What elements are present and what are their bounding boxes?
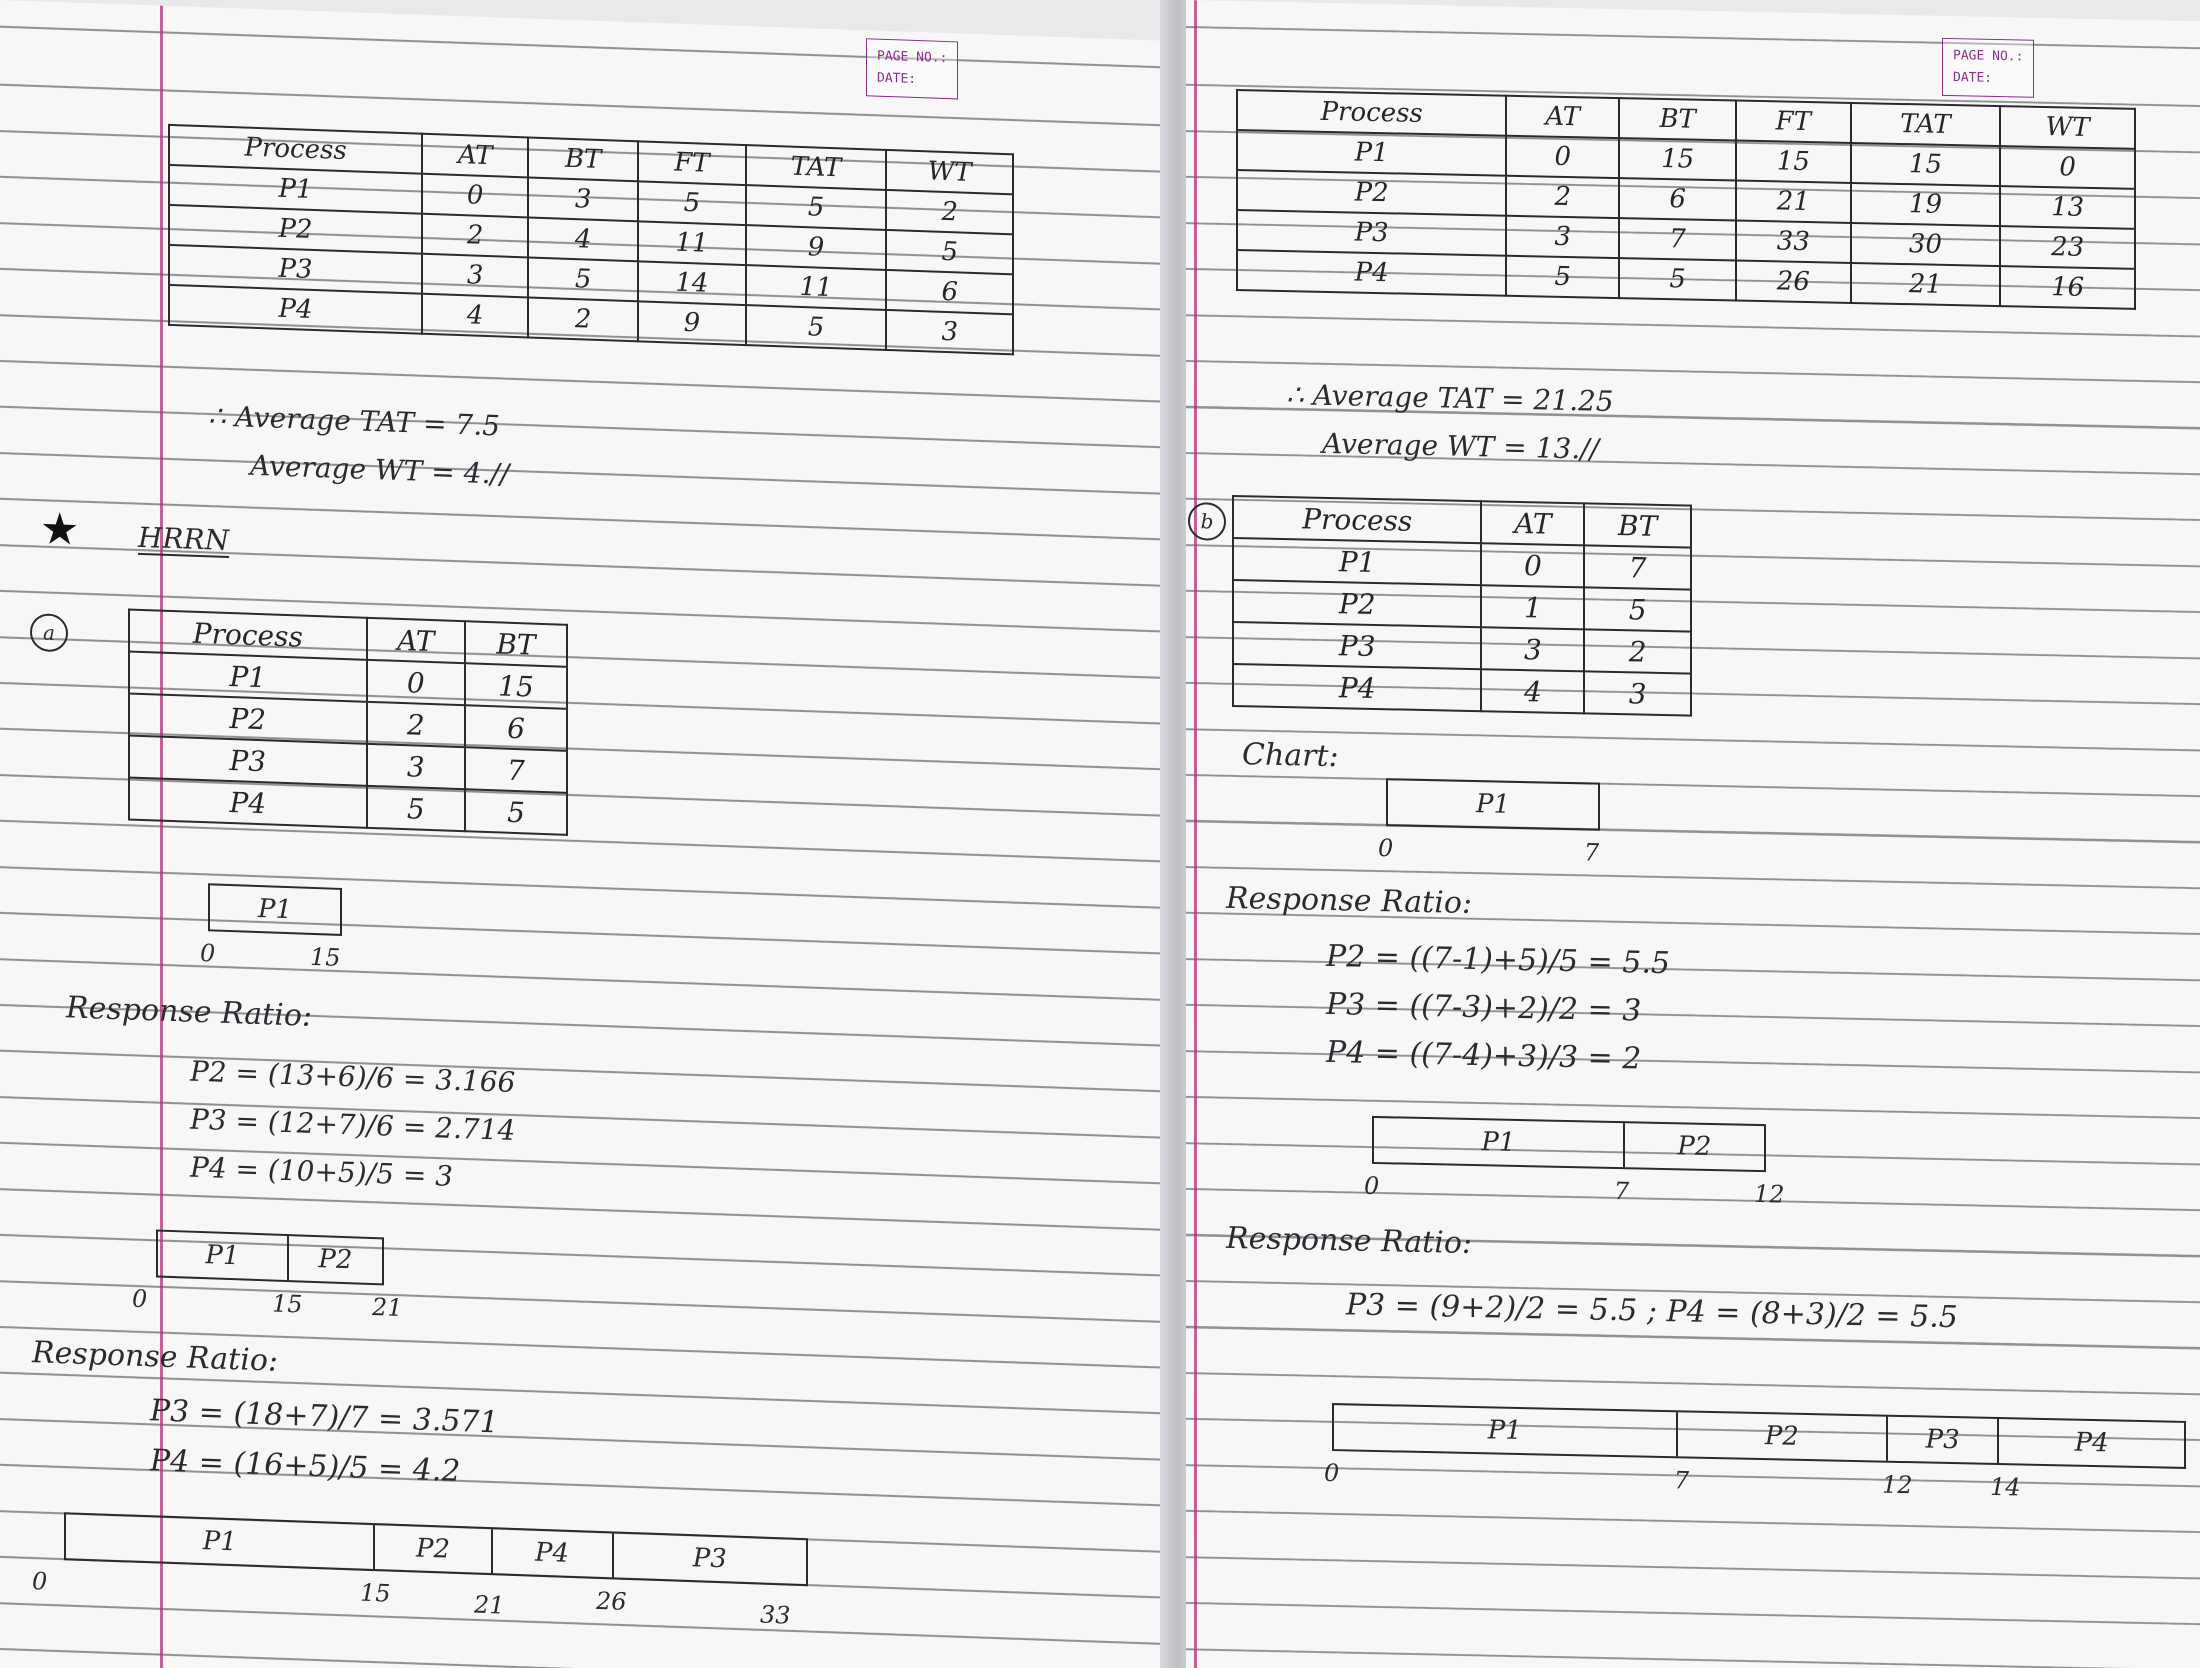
gantt-chart-1-left <box>208 883 342 936</box>
table-cell: 2 <box>422 214 528 258</box>
table-cell: 6 <box>886 270 1013 314</box>
table-cell: 5 <box>886 230 1013 274</box>
gantt-segment: P2 <box>375 1525 492 1573</box>
gantt-tick-label: 15 <box>310 942 341 972</box>
hrrn-input-table-b <box>1232 495 1692 717</box>
table-cell: 7 <box>1584 545 1691 589</box>
table-header-cell: FT <box>1736 101 1850 143</box>
table-header-cell: Process <box>1237 90 1506 136</box>
table-cell: 0 <box>422 174 528 218</box>
table-cell: 3 <box>886 310 1013 354</box>
table-header-cell: WT <box>886 150 1013 194</box>
table-cell: P3 <box>1237 210 1506 256</box>
page-no-label: PAGE NO.: <box>1953 48 2024 65</box>
response-ratio-title-1: Response Ratio: <box>1226 880 1472 921</box>
date-label: DATE: <box>1953 70 1993 86</box>
response-ratio-title-2: Response Ratio: <box>32 1335 278 1379</box>
table-cell: 13 <box>2000 186 2135 229</box>
average-wt-text: Average WT = 4.// <box>250 448 510 491</box>
gantt-tick-label: 21 <box>474 1590 505 1620</box>
right-notebook-page <box>1186 0 2200 1668</box>
page-no-label: PAGE NO.: <box>877 48 948 67</box>
gantt-tick-label: 12 <box>1882 1470 1913 1500</box>
gantt-segment: P2 <box>1678 1412 1889 1460</box>
gantt-chart-3-right <box>1332 1403 2186 1469</box>
table-header-cell: TAT <box>746 145 887 190</box>
table-cell: 21 <box>1736 181 1850 223</box>
gantt-tick-label: 7 <box>1674 1466 1690 1495</box>
gantt-segment: P1 <box>1334 1405 1678 1456</box>
table-cell: P4 <box>129 778 367 828</box>
gantt-tick-label: 0 <box>32 1567 48 1596</box>
gantt-chart-2-left <box>156 1229 384 1285</box>
response-ratio-title-1: Response Ratio: <box>66 990 312 1034</box>
date-label: DATE: <box>877 70 917 87</box>
gantt-segment: P1 <box>257 894 293 926</box>
table-cell: 3 <box>422 254 528 298</box>
gantt-segment: P1 <box>1475 789 1511 820</box>
gantt-segment: P1 <box>66 1514 375 1569</box>
table-header-cell: FT <box>638 141 746 185</box>
table-cell: 2 <box>886 190 1013 234</box>
response-ratio-title-2: Response Ratio: <box>1226 1220 1472 1261</box>
gantt-tick-label: 15 <box>360 1578 391 1608</box>
table-cell: 0 <box>1506 136 1619 178</box>
gantt-tick-label: 0 <box>1378 834 1394 863</box>
gantt-segment: P3 <box>692 1543 727 1575</box>
table-cell: P3 <box>129 736 367 786</box>
response-ratio-line: P3 = ((7-3)+2)/2 = 3 <box>1326 986 1642 1029</box>
table-cell: 11 <box>638 221 746 265</box>
table-cell: 9 <box>638 301 746 345</box>
table-cell: P1 <box>169 165 422 214</box>
average-wt-text: Average WT = 13.// <box>1322 426 1600 466</box>
gantt-segment: P1 <box>1374 1118 1625 1167</box>
table-cell: P1 <box>129 652 367 702</box>
table-cell: 19 <box>1851 183 2001 226</box>
gantt-tick-label: 0 <box>132 1284 148 1314</box>
table-cell: 2 <box>1584 629 1691 673</box>
gantt-tick-label: 0 <box>200 938 216 968</box>
right-margin-line <box>1194 0 1197 1668</box>
gantt-tick-label: 15 <box>272 1289 303 1319</box>
gantt-segment: P4 <box>2074 1427 2109 1459</box>
table-cell: 5 <box>1619 258 1736 300</box>
table-cell: 33 <box>1736 221 1850 263</box>
table-cell: 3 <box>1481 627 1584 671</box>
average-tat-text: ∴ Average TAT = 21.25 <box>1286 378 1614 418</box>
gantt-tick-label: 12 <box>1754 1179 1785 1209</box>
table-cell: 4 <box>422 294 528 338</box>
table-cell: P4 <box>1237 250 1506 296</box>
hrrn-result-table-right <box>1236 89 2136 310</box>
average-tat-text: ∴ Average TAT = 7.5 <box>208 399 500 443</box>
gantt-chart-1-right <box>1386 778 1600 830</box>
hrrn-heading: HRRN <box>138 520 230 558</box>
part-a-marker: a <box>30 613 68 652</box>
response-ratio-line: P2 = ((7-1)+5)/5 = 5.5 <box>1326 938 1670 982</box>
table-header-cell: AT <box>367 618 465 663</box>
table-cell: 0 <box>1481 543 1584 587</box>
gantt-chart-3-left <box>64 1512 808 1586</box>
table-cell: 15 <box>1619 138 1736 180</box>
table-cell: 9 <box>746 225 887 270</box>
table-cell: 5 <box>638 181 746 225</box>
table-header-cell: BT <box>1619 98 1736 140</box>
table-cell: 26 <box>1736 261 1850 303</box>
gantt-tick-label: 0 <box>1364 1171 1380 1201</box>
table-cell: 15 <box>465 663 567 709</box>
gantt-tick-label: 7 <box>1614 1176 1630 1206</box>
table-header-cell: AT <box>1506 96 1619 138</box>
table-cell: 15 <box>1736 141 1850 183</box>
table-cell: P2 <box>1237 170 1506 216</box>
gantt-segment: P3 <box>1888 1417 1999 1463</box>
table-cell: 5 <box>1584 587 1691 631</box>
table-cell: P1 <box>1233 538 1481 585</box>
table-cell: 15 <box>1851 143 2001 186</box>
table-cell: 14 <box>638 261 746 305</box>
table-cell: 1 <box>1481 585 1584 629</box>
table-cell: 7 <box>465 747 567 793</box>
gantt-segment: P2 <box>1677 1131 1712 1163</box>
table-cell: P4 <box>169 285 422 334</box>
response-ratio-line: P4 = (16+5)/5 = 4.2 <box>150 1443 461 1490</box>
table-cell: 30 <box>1851 223 2001 266</box>
right-page-stamp <box>1942 38 2034 98</box>
table-cell: P1 <box>1237 130 1506 176</box>
gantt-tick-label: 26 <box>596 1586 627 1616</box>
part-b-marker: b <box>1188 502 1226 541</box>
table-cell: 5 <box>465 789 567 835</box>
response-ratio-line: P3 = (12+7)/6 = 2.714 <box>190 1102 516 1147</box>
chart-label: Chart: <box>1242 737 1339 775</box>
table-header-cell: AT <box>1481 501 1584 545</box>
table-cell: P3 <box>169 245 422 294</box>
table-header-cell: AT <box>422 134 528 178</box>
table-cell: P2 <box>129 694 367 744</box>
fcfs-result-table-left <box>168 124 1014 356</box>
table-cell: 5 <box>528 257 638 301</box>
table-cell: 2 <box>1506 176 1619 218</box>
table-cell: 6 <box>1619 178 1736 220</box>
table-cell: P2 <box>169 205 422 254</box>
table-cell: 3 <box>528 177 638 221</box>
gantt-tick-label: 33 <box>760 1600 791 1630</box>
table-cell: P2 <box>1233 580 1481 627</box>
response-ratio-line: P2 = (13+6)/6 = 3.166 <box>190 1054 516 1099</box>
gantt-segment: P2 <box>318 1244 353 1276</box>
table-cell: 0 <box>367 660 465 705</box>
gantt-tick-label: 14 <box>1990 1472 2021 1502</box>
table-cell: 21 <box>1851 263 2001 306</box>
gantt-tick-label: 7 <box>1584 838 1600 867</box>
table-cell: 5 <box>1506 256 1619 298</box>
table-cell: 7 <box>1619 218 1736 260</box>
table-header-cell: WT <box>2000 106 2135 149</box>
table-header-cell: BT <box>1584 503 1691 547</box>
table-cell: 3 <box>1506 216 1619 258</box>
gantt-segment: P1 <box>158 1232 289 1281</box>
table-cell: 3 <box>367 744 465 789</box>
response-ratio-line: P3 = (18+7)/7 = 3.571 <box>150 1393 499 1441</box>
table-cell: 6 <box>465 705 567 751</box>
table-cell: 11 <box>746 265 887 310</box>
table-row <box>1233 664 1691 716</box>
table-cell: 3 <box>1584 671 1691 715</box>
table-header-cell: Process <box>1233 496 1481 543</box>
table-cell: 5 <box>367 786 465 831</box>
table-cell: 2 <box>528 297 638 341</box>
table-cell: 4 <box>528 217 638 261</box>
gantt-tick-label: 21 <box>372 1292 403 1323</box>
gantt-tick-label: 0 <box>1324 1458 1340 1488</box>
table-cell: P3 <box>1233 622 1481 669</box>
table-header-cell: TAT <box>1851 103 2001 146</box>
hrrn-input-table-a <box>128 608 568 835</box>
table-cell: 5 <box>746 185 887 230</box>
table-header-cell: BT <box>528 137 638 181</box>
table-cell: P4 <box>1233 664 1481 711</box>
table-cell: 0 <box>2000 146 2135 189</box>
response-ratio-line: P4 = (10+5)/5 = 3 <box>190 1150 453 1193</box>
table-cell: 23 <box>2000 226 2135 269</box>
table-cell: 2 <box>367 702 465 747</box>
star-icon: ★ <box>40 503 80 556</box>
table-cell: 4 <box>1481 669 1584 713</box>
table-header-cell: Process <box>169 125 422 174</box>
table-cell: 5 <box>746 305 887 350</box>
left-page-stamp <box>866 38 958 99</box>
response-ratio-line: P4 = ((7-4)+3)/3 = 2 <box>1326 1034 1642 1077</box>
table-header-cell: Process <box>129 610 367 660</box>
gantt-segment: P4 <box>493 1529 614 1577</box>
table-header-cell: BT <box>465 621 567 667</box>
gantt-chart-2-right <box>1372 1116 1766 1172</box>
table-cell: 16 <box>2000 266 2135 309</box>
response-ratio-line: P3 = (9+2)/2 = 5.5 ; P4 = (8+3)/2 = 5.5 <box>1346 1287 1958 1336</box>
